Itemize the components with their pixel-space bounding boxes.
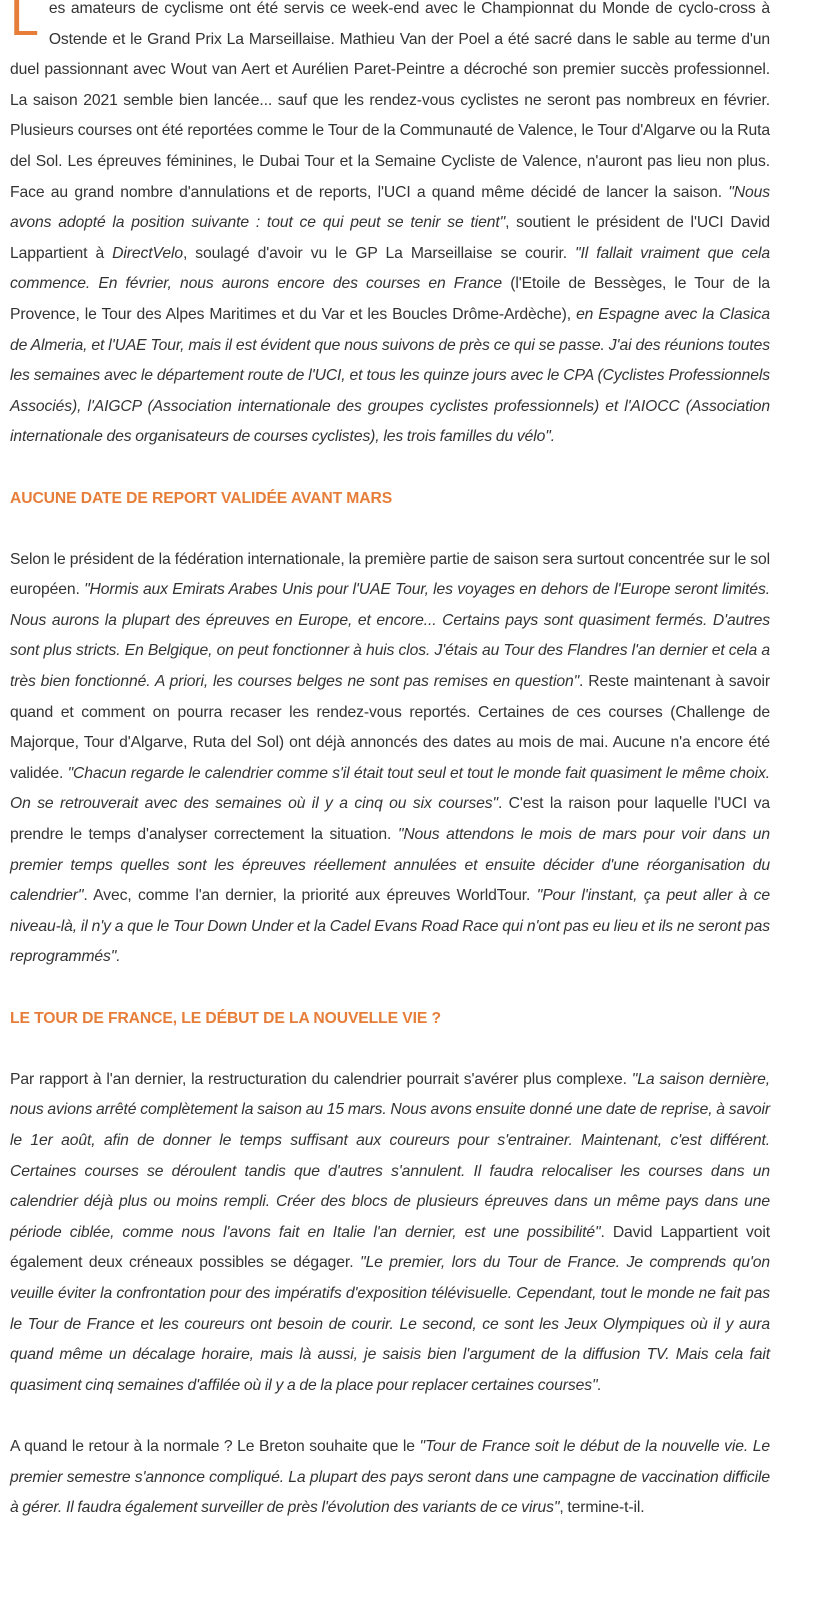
section-heading-tour: LE TOUR DE FRANCE, LE DÉBUT DE LA NOUVELLE VIE ? (10, 1009, 441, 1027)
text-run: , soutient le président de l'UCI David Lappartient à (10, 214, 770, 262)
paragraph-calendar (10, 1065, 770, 1402)
text-run: . David Lappartient voit également deux créneaux possibles se dégager. (10, 1223, 770, 1272)
text-run: Selon le président de la fédération internationale, la première partie de saison sera surtout concentrée sur le sol européen. (10, 550, 770, 599)
text-run: Par rapport à l'an dernier, la restructuration du calendrier pourrait s'avérer plus complexe. (10, 1070, 632, 1088)
quote-run: "Hormis aux Emirats Arabes Unis pour l'UAE Tour, les voyages en dehors de l'Europe seront limités. Nous aurons la plupart des épreuves en Europe, et encore... Certains pays sont quasiment fermés. D'autres sont plus stricts. En Belgique, on peut fonctionner à huis clos. J'étais au Tour des Flandres l'an dernier et cela a très bien fonctionné. A priori, les courses belges ne sont pas remises en question" (10, 581, 770, 691)
quote-run: "Tour de France soit le début de la nouvelle vie. Le premier semestre s'annonce compliqué. La plupart des pays seront dans une campagne de vaccination difficile à gérer. Il faudra également surveiller de près l'évolution des variants de ce virus" (10, 1437, 770, 1517)
paragraph-intro (10, 0, 770, 453)
text-run: , soulagé d'avoir vu le GP La Marseillaise se courir. (182, 244, 576, 262)
paragraph-intro-text (10, 0, 770, 445)
quote-run: "La saison dernière, nous avions arrêté complètement la saison au 15 mars. Nous avons ensuite donné une date de reprise, à savoir le 1er août, afin de donner le temps suffisant aux coureurs pour s'entrainer. Maintenant, c'est différent. Certaines courses se déroulent tandis que d'autres s'annulent. Il faudra relocaliser les courses dans un calendrier déjà plus ou moins rempli. Créer des blocs de plusieurs épreuves dans un même pays dans une période ciblée, comme nous l'avons fait en Italie l'an dernier, est une possibilité" (10, 1070, 771, 1241)
section-heading-report: AUCUNE DATE DE REPORT VALIDÉE AVANT MARS (10, 489, 393, 507)
text-run: , termine-t-il. (559, 1499, 645, 1517)
text-run: . Avec, comme l'an dernier, la priorité aux épreuves WorldTour. (83, 887, 537, 905)
quote-run: en Espagne avec la Clasica de Almeria, et l'UAE Tour, mais il est évident que nous suivons de près ce qui se passe. J'ai des réunions toutes les semaines avec le département route de l'UCI, et tous les quinze jours avec le CPA (Cyclistes Professionnels Associés), l'AIGCP (Association internationale des groupes cyclistes professionnels) et l'AIOCC (Association internationale des organisateurs de courses cyclistes), les trois familles du vélo". (10, 305, 770, 446)
text-run: A quand le retour à la normale ? Le Breton souhaite que le (10, 1437, 420, 1455)
paragraph-conclusion (10, 1432, 770, 1524)
quote-run: "Pour l'instant, ça peut aller à ce niveau-là, il n'y a que le Tour Down Under et la Cadel Evans Road Race qui n'ont pas eu lieu et ils ne seront pas reprogrammés". (10, 887, 770, 966)
quote-run: "Il fallait vraiment que cela commence. En février, nous aurons encore des courses en France (10, 244, 770, 293)
quote-run: "Nous attendons le mois de mars pour voir dans un premier temps quelles sont les épreuves réellement annulées et ensuite décider d'une réorganisation du calendrier" (10, 826, 770, 905)
text-run: (l'Etoile de Bessèges, le Tour de la Provence, le Tour des Alpes Maritimes et du Var et les Boucles Drôme-Ardèche), (10, 275, 770, 323)
drop-cap: L (10, 0, 39, 47)
quote-run: DirectVelo (112, 244, 183, 262)
text-run: es amateurs de cyclisme ont été servis ce week-end avec le Championnat du Monde de cyclo-cross à Ostende et le Grand Prix La Marseillaise. Mathieu Van der Poel a été sacré dans le sable au terme d'un duel passionnant avec Wout van Aert et Aurélien Paret-Peintre a décroché son premier succès professionnel. La saison 2021 semble bien lancée... sauf que les rendez-vous cyclistes ne seront pas nombreux en février. Plusieurs courses ont été reportées comme le Tour de la Communauté de Valence, le Tour d'Algarve ou la Ruta del Sol. Les épreuves féminines, le Dubai Tour et la Semaine Cycliste de Valence, n'auront pas lieu non plus. Face au grand nombre d'annulations et de reports, l'UCI a quand même décidé de lancer la saison. (10, 0, 770, 201)
quote-run: "Nous avons adopté la position suivante : tout ce qui peut se tenir se tient" (10, 183, 770, 232)
paragraph-europe (10, 545, 770, 973)
text-run: . Reste maintenant à savoir quand et comment on pourra recaser les rendez-vous reportés. Certaines de ces courses (Challenge de Majorque, Tour d'Algarve, Ruta del Sol) ont déjà annoncés des dates au mois de mai. Aucune n'a encore été validée. (10, 673, 770, 782)
quote-run: "Chacun regarde le calendrier comme s'il était tout seul et tout le monde fait quasiment le même choix. On se retrouverait avec des semaines où il y a cinq ou six courses" (10, 764, 770, 813)
quote-run: "Le premier, lors du Tour de France. Je comprends qu'on veuille éviter la confrontation pour des impératifs d'exposition télévisuelle. Cependant, tout le monde ne fait pas le Tour de France et les coureurs ont besoin de courir. Le second, ce sont les Jeux Olympiques où il y aura quand même un décalage horaire, mais là aussi, je saisis bien l'argument de la diffusion TV. Mais cela fait quasiment cinq semaines d'affilée où il y a de la place pour replacer certaines courses". (10, 1254, 770, 1394)
text-run: . C'est la raison pour laquelle l'UCI va prendre le temps d'analyser correctement la situation. (10, 795, 770, 844)
